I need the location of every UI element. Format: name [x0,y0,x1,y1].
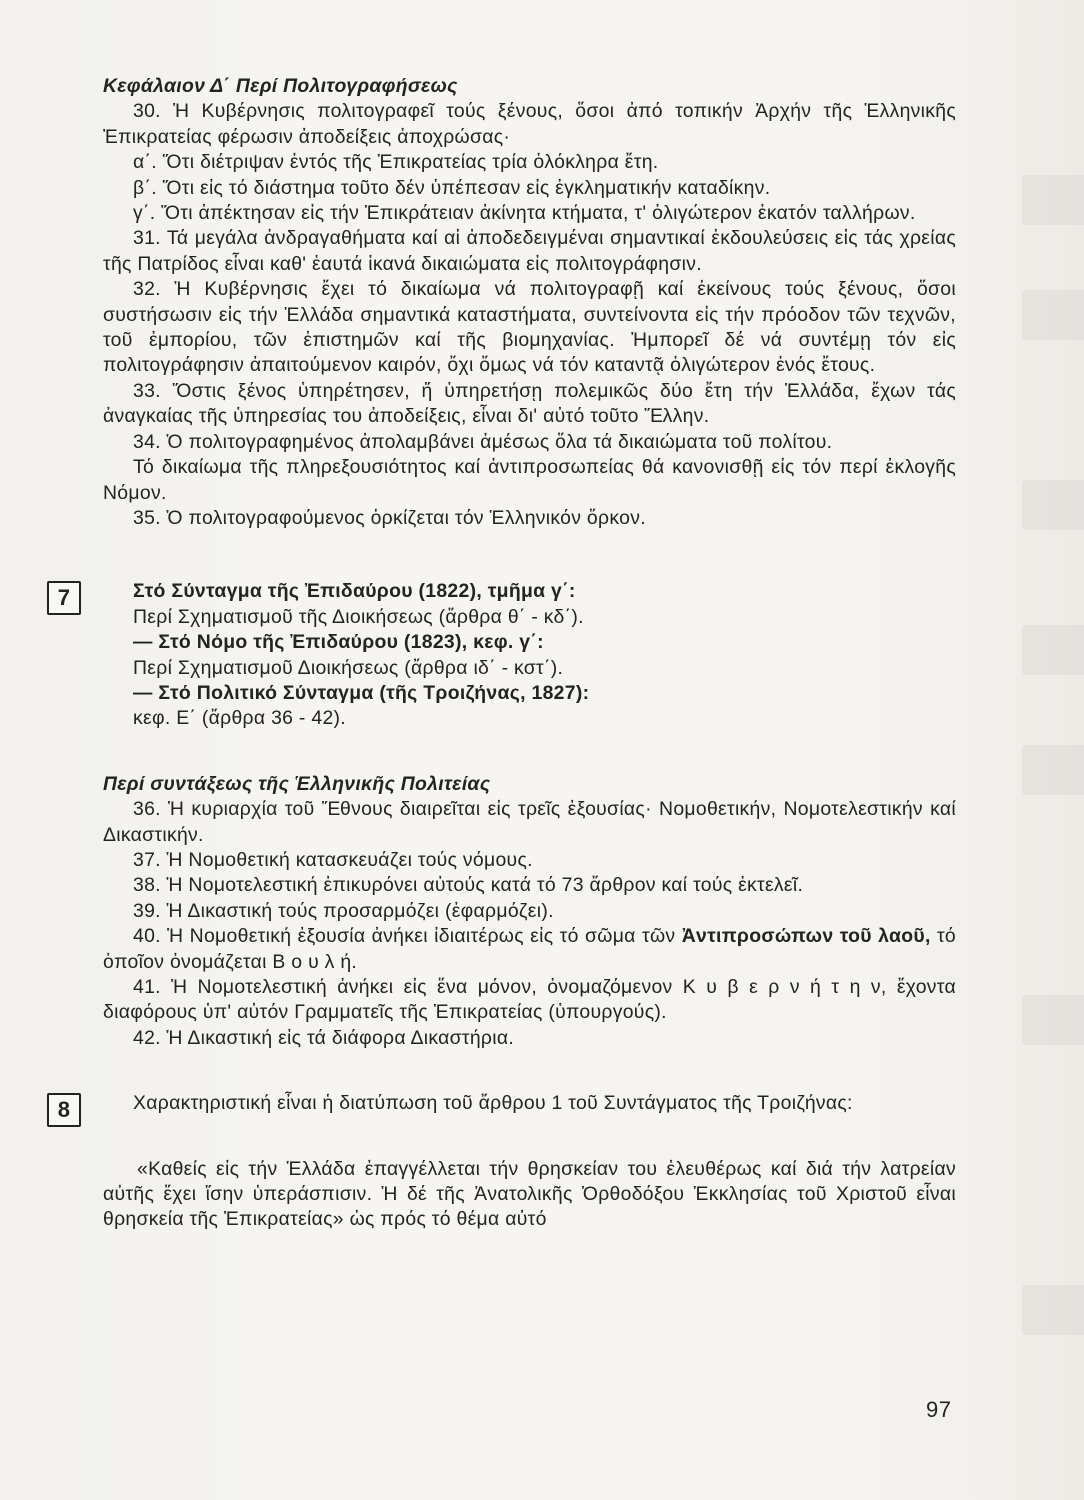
article-34-cont: Τό δικαίωμα τῆς πληρεξουσιότητος καί ἀντιπροσωπείας θά κανονισθῇ εἰς τόν περί ἐκλογῆς Νόμον. [103,456,956,504]
article-41: 41. Ἡ Νομοτελεστική ἀνήκει εἰς ἕνα μόνον, ὀνομαζόμενον Κ υ β ε ρ ν ή τ η ν, ἔχοντα διαφόρους ὑπ' αὐτόν Γραμματεῖς τῆς Ἐπικρατείας (ὑπουργούς). [103,976,956,1024]
bleed-through-margin-box [1022,995,1084,1045]
article-42: 42. Ἡ Δικαστική εἰς τά διάφορα Δικαστήρια. [133,1026,515,1049]
condition-c: γ΄. Ὅτι ἀπέκτησαν εἰς τήν Ἐπικράτειαν ἀκίνητα κτήματα, τ' ὀλιγώτερον ἑκατόν ταλλήρων. [133,202,916,225]
article-30: 30. Ἡ Κυβέρνησις πολιτογραφεῖ τούς ξένους, ὅσοι ἀπό τοπικήν Ἀρχήν τῆς Ἑλληνικῆς Ἐπικρατείας φέρωσιν ἀποδείξεις ἀποχρώσας· [103,100,956,148]
article-31: 31. Τά μεγάλα ἀνδραγαθήματα καί αἱ ἀποδεδειγμέναι σημαντικαί ἐκδουλεύσεις εἰς τάς χρείας τῆς Πατρίδος εἶναι καθ' ἑαυτά ἱκανά δικαιώματα εἰς πολιτογράφησιν. [103,227,956,275]
note-7-line-4: Περί Σχηματισμοῦ Διοικήσεως (ἄρθρα ιδ΄ - κστ΄). [133,656,564,679]
note-7 [57,579,956,731]
document-body [57,74,957,1233]
article-40-end: τό ὁποῖον ὀνομάζεται Β ο υ λ ή. [103,925,957,973]
article-35: 35. Ὁ πολιτογραφούμενος ὁρκίζεται τόν Ἑλληνικόν ὅρκον. [133,506,646,529]
condition-a: α΄. Ὅτι διέτριψαν ἐντός τῆς Ἐπικρατείας τρία ὁλόκληρα ἔτη. [133,151,659,174]
article-34: 34. Ὁ πολιτογραφημένος ἀπολαμβάνει ἀμέσως ὅλα τά δικαιώματα τοῦ πολίτου. [133,430,833,453]
bleed-through-margin-box [1022,480,1084,530]
constitution-quote: «Καθείς εἰς τήν Ἑλλάδα ἐπαγγέλλεται τήν θρησκείαν του ἐλευθέρως καί διά τήν λατρείαν αὐτῆς ἔχει ἴσην ὑπεράσπισιν. Ἡ δέ τῆς Ἀνατολικῆς Ὀρθοδόξου Ἐκκλησίας τοῦ Χριστοῦ εἶναι θρησκεία τῆς Ἐπικρατείας» ὡς πρός τό θέμα αὐτό [103,1157,956,1231]
bleed-through-margin-box [1022,745,1084,795]
section-heading: Περί συντάξεως τῆς Ἑλληνικῆς Πολιτείας [103,772,491,795]
chapter-heading: Κεφάλαιον Δ΄ Περί Πολιτογραφήσεως [103,75,458,97]
article-37: 37. Ἡ Νομοθετική κατασκευάζει τούς νόμους. [133,848,533,871]
note-8-text: Χαρακτηριστική εἶναι ἡ διατύπωση τοῦ ἄρθρου 1 τοῦ Συντάγματος τῆς Τροιζήνας: [133,1092,853,1115]
bleed-through-margin-box [1022,175,1084,225]
note-7-line-6: κεφ. Ε΄ (ἄρθρα 36 - 42). [133,707,346,730]
article-40-bold: Ἀντιπροσώπων τοῦ λαοῦ, [681,925,931,948]
bleed-through-margin-box [1022,1285,1084,1335]
article-33: 33. Ὅστις ξένος ὑπηρέτησεν, ἤ ὑπηρετήσῃ πολεμικῶς δύο ἔτη τήν Ἑλλάδα, ἔχων τάς ἀναγκαίας τῆς ὑπηρεσίας του ἀποδείξεις, εἶναι δι' αὐτό τοῦτο Ἕλλην. [103,379,956,428]
note-number-box: 7 [47,581,81,615]
note-7-line-1: Στό Σύνταγμα τῆς Ἐπιδαύρου (1822), τμῆμα γ΄: [133,580,576,603]
bleed-through-margin-box [1022,290,1084,340]
note-7-line-2: Περί Σχηματισμοῦ τῆς Διοικήσεως (ἄρθρα θ΄ - κδ΄). [133,605,584,628]
note-7-line-3: — Στό Νόμο τῆς Ἐπιδαύρου (1823), κεφ. γ΄: [133,631,544,654]
note-8 [57,1091,956,1123]
condition-b: β΄. Ὅτι εἰς τό διάστημα τοῦτο δέν ὑπέπεσαν εἰς ἐγκληματικήν καταδίκην. [133,176,771,199]
article-38: 38. Ἡ Νομοτελεστική ἐπικυρόνει αὐτούς κατά τό 73 ἄρθρον καί τούς ἐκτελεῖ. [133,874,804,897]
note-number-box: 8 [47,1093,81,1127]
article-40-text: 40. Ἡ Νομοθετική ἐξουσία ἀνήκει ἰδιαιτέρως εἰς τό σῶμα τῶν [133,925,676,948]
page-number: 97 [926,1397,952,1422]
article-40 [103,924,956,975]
article-36: 36. Ἡ κυριαρχία τοῦ Ἔθνους διαιρεῖται εἰς τρεῖς ἐξουσίας· Νομοθετικήν, Νομοτελεστικήν καί Δικαστικήν. [103,798,956,846]
note-7-line-5: — Στό Πολιτικό Σύνταγμα (τῆς Τροιζήνας, 1827): [133,681,590,704]
bleed-through-margin-box [1022,625,1084,675]
article-39: 39. Ἡ Δικαστική τούς προσαρμόζει (ἐφαρμόζει). [133,899,554,922]
article-32: 32. Ἡ Κυβέρνησις ἔχει τό δικαίωμα νά πολιτογραφῇ καί ἐκείνους τούς ξένους, ὅσοι συστήσωσιν εἰς τήν Ἑλλάδα σημαντικά καταστήματα, συντείνοντα εἰς τήν πρόοδον τῶν τεχνῶν, τοῦ ἐμπορίου, τῶν ἐπιστημῶν καί τῆς βιομηχανίας. Ἠμπορεῖ δέ νά συντέμῃ τόν εἰς πολιτογράφησιν ἀπαιτούμενον καιρόν, ὄχι ὅμως νά τόν καταντᾷ ὀλιγώτερον ἑνός ἔτους. [103,278,956,377]
